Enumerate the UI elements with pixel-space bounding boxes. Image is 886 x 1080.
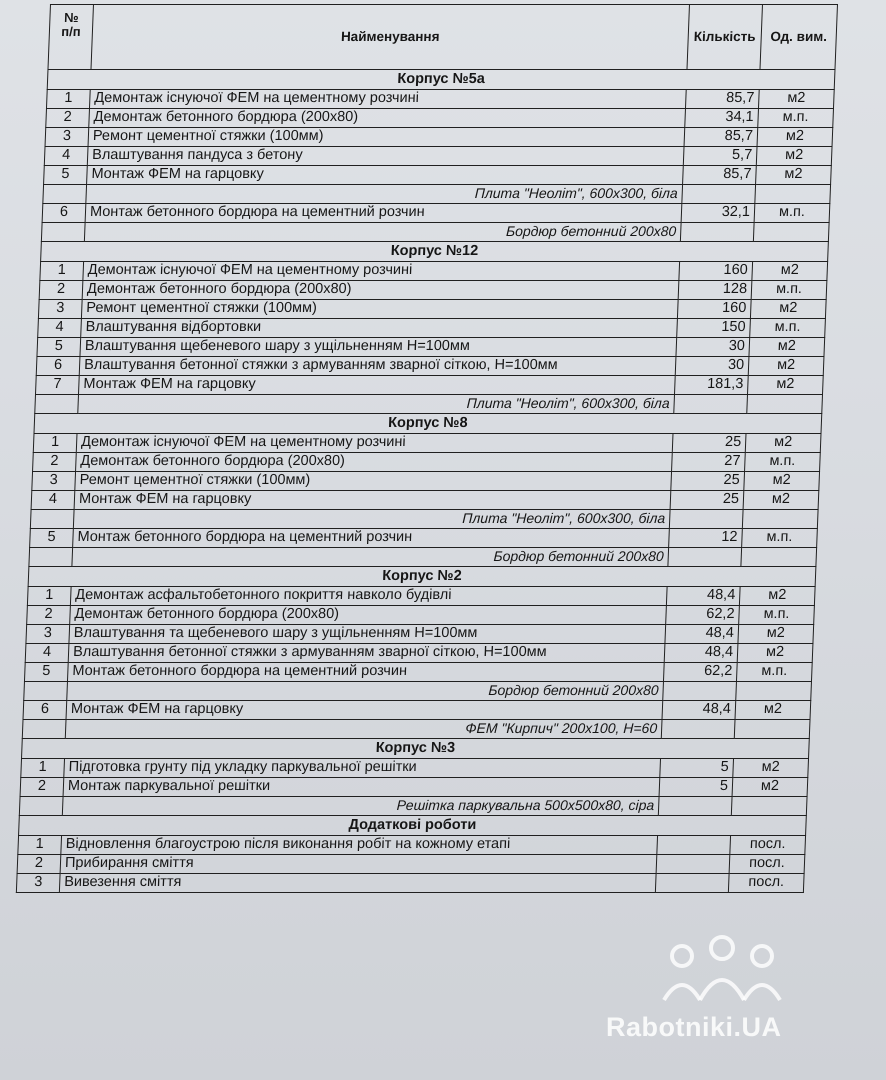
row-quantity (669, 510, 743, 529)
row-name: Бордюр бетонний 200х80 (84, 223, 681, 242)
row-name: Монтаж ФЕМ на гарцовку (66, 701, 663, 720)
section-title: Корпус №3 (22, 739, 810, 759)
row-number: 3 (32, 472, 76, 491)
row-quantity (680, 223, 754, 242)
row-quantity: 34,1 (685, 109, 759, 128)
row-unit: м.п. (751, 281, 827, 300)
table-row (18, 836, 806, 855)
section-header-row (34, 414, 822, 434)
row-number: 2 (27, 606, 71, 625)
row-quantity: 48,4 (665, 625, 739, 644)
row-name: Ремонт цементної стяжки (100мм) (81, 300, 678, 319)
col-header-unit: Од. вим. (760, 5, 837, 70)
row-number: 5 (37, 338, 81, 357)
row-number: 7 (35, 376, 79, 395)
table-row (20, 778, 808, 797)
table-row (40, 262, 828, 281)
table-row (42, 204, 830, 223)
row-unit: м2 (748, 357, 824, 376)
row-number: 1 (33, 434, 77, 453)
row-name: Підготовка грунту під укладку паркувальної решітки (64, 759, 661, 778)
table-row (38, 300, 826, 319)
table-row (17, 855, 805, 874)
row-unit: м2 (739, 587, 815, 606)
row-number: 4 (31, 491, 75, 510)
row-unit: посл. (730, 836, 806, 855)
row-quantity: 5,7 (683, 147, 757, 166)
table-row (24, 663, 812, 682)
row-name: Влаштування відбортовки (81, 319, 678, 338)
row-name: Відновлення благоустрою після виконання робіт на кожному етапі (61, 836, 658, 855)
row-name: Демонтаж бетонного бордюра (200х80) (76, 453, 673, 472)
table-header-row (48, 5, 837, 70)
section-title: Корпус №5а (47, 70, 835, 90)
row-name: Монтаж ФЕМ на гарцовку (74, 491, 671, 510)
row-unit: м2 (756, 147, 832, 166)
row-number: 2 (20, 778, 64, 797)
table-row (30, 529, 818, 548)
row-number: 2 (33, 453, 77, 472)
row-number (41, 223, 85, 242)
row-number (22, 720, 66, 739)
row-unit: м2 (733, 759, 809, 778)
row-quantity (658, 797, 732, 816)
row-name: Плита "Неоліт", 600х300, біла (86, 185, 683, 204)
row-unit: м.п. (745, 453, 821, 472)
row-number (19, 797, 63, 816)
section-title: Додаткові роботи (19, 816, 807, 836)
row-unit: м2 (745, 434, 821, 453)
row-unit: м2 (758, 90, 834, 109)
material-note-row (41, 223, 829, 242)
row-name: Демонтаж асфальтобетонного покриття навколо будівлі (70, 587, 667, 606)
row-name: Вивезення сміття (59, 874, 656, 893)
row-quantity: 85,7 (684, 128, 758, 147)
row-name: Демонтаж існуючої ФЕМ на цементному розчині (83, 262, 680, 281)
row-number: 6 (36, 357, 80, 376)
row-number: 5 (24, 663, 68, 682)
row-unit: м2 (749, 338, 825, 357)
row-name: Демонтаж існуючої ФЕМ на цементному розчині (76, 434, 673, 453)
row-number: 5 (30, 529, 74, 548)
row-name: Монтаж бетонного бордюра на цементний розчин (73, 529, 670, 548)
material-note-row (19, 797, 807, 816)
row-unit: м.п. (736, 663, 812, 682)
row-unit: м.п. (754, 204, 830, 223)
row-quantity (668, 548, 742, 567)
row-name: Решітка паркувальна 500х500х80, сіра (62, 797, 659, 816)
row-unit: м.п. (739, 606, 815, 625)
row-name: Монтаж паркувальної решітки (63, 778, 660, 797)
row-number: 1 (46, 90, 90, 109)
table-row (44, 166, 832, 185)
col-header-number: № п/п (48, 5, 93, 70)
section-header-row (28, 567, 816, 587)
estimate-sheet (9, 4, 850, 1078)
material-note-row (24, 682, 812, 701)
table-row (39, 281, 827, 300)
row-unit: м2 (757, 128, 833, 147)
row-quantity: 48,4 (666, 587, 740, 606)
watermark-text: Rabotniki.UA (606, 1012, 782, 1042)
row-quantity: 25 (672, 434, 746, 453)
row-number (43, 185, 87, 204)
row-number: 1 (18, 836, 62, 855)
row-number (29, 548, 73, 567)
row-unit (731, 797, 807, 816)
row-unit: м2 (752, 262, 828, 281)
row-quantity: 85,7 (683, 166, 757, 185)
row-number: 2 (17, 855, 61, 874)
row-number (30, 510, 74, 529)
row-unit: м2 (744, 472, 820, 491)
table-row (27, 587, 815, 606)
table-row (37, 338, 825, 357)
row-name: ФЕМ "Кирпич" 200х100, Н=60 (65, 720, 662, 739)
row-unit: м2 (750, 300, 826, 319)
row-quantity: 181,3 (674, 376, 748, 395)
row-quantity: 62,2 (663, 663, 737, 682)
table-row (45, 128, 833, 147)
row-name: Демонтаж бетонного бордюра (200х80) (70, 606, 667, 625)
row-number: 3 (38, 300, 82, 319)
row-number: 6 (42, 204, 86, 223)
row-quantity: 5 (660, 759, 734, 778)
row-quantity (661, 720, 735, 739)
row-unit (755, 185, 831, 204)
row-name: Прибирання сміття (60, 855, 657, 874)
row-quantity: 160 (679, 262, 753, 281)
material-note-row (30, 510, 818, 529)
row-number: 5 (44, 166, 88, 185)
row-name: Влаштування бетонної стяжки з армуванням зварної сіткою, Н=100мм (68, 644, 665, 663)
table-body (16, 70, 835, 893)
row-unit: м.п. (742, 529, 818, 548)
row-quantity: 5 (659, 778, 733, 797)
row-unit: м2 (756, 166, 832, 185)
col-header-quantity: Кількість (687, 5, 762, 70)
row-quantity: 25 (670, 491, 744, 510)
row-number: 3 (16, 874, 60, 893)
section-header-row (41, 242, 829, 262)
row-number (24, 682, 68, 701)
table-row (33, 434, 821, 453)
row-unit (734, 720, 810, 739)
row-quantity: 30 (675, 357, 749, 376)
row-unit (742, 510, 818, 529)
row-quantity: 12 (669, 529, 743, 548)
table-row (16, 874, 804, 893)
row-quantity (674, 395, 748, 414)
table-row (21, 759, 809, 778)
material-note-row (35, 395, 823, 414)
row-quantity: 25 (671, 472, 745, 491)
row-name: Ремонт цементної стяжки (100мм) (75, 472, 672, 491)
table-row (46, 90, 834, 109)
row-unit (736, 682, 812, 701)
row-quantity: 85,7 (685, 90, 759, 109)
row-quantity (682, 185, 756, 204)
table-row (46, 109, 834, 128)
row-name: Влаштування щебеневого шару з ущільненням Н=100мм (80, 338, 677, 357)
row-name: Ремонт цементної стяжки (100мм) (88, 128, 685, 147)
row-unit: посл. (728, 874, 804, 893)
table-row (27, 606, 815, 625)
row-quantity (657, 836, 731, 855)
row-name: Монтаж ФЕМ на гарцовку (87, 166, 684, 185)
row-number: 2 (46, 109, 90, 128)
material-note-row (43, 185, 831, 204)
row-number: 1 (21, 759, 65, 778)
table-row (26, 625, 814, 644)
table-row (25, 644, 813, 663)
section-header-row (47, 70, 835, 90)
row-unit (741, 548, 817, 567)
row-number: 4 (25, 644, 69, 663)
works-table (16, 4, 838, 893)
row-name: Влаштування бетонної стяжки з армуванням зварної сіткою, Н=100мм (79, 357, 676, 376)
section-header-row (19, 816, 807, 836)
row-unit (747, 395, 823, 414)
table-row (44, 147, 832, 166)
row-number: 1 (40, 262, 84, 281)
row-quantity (663, 682, 737, 701)
material-note-row (22, 720, 810, 739)
row-name: Бордюр бетонний 200х80 (72, 548, 669, 567)
row-number: 4 (38, 319, 82, 338)
row-name: Влаштування пандуса з бетону (87, 147, 684, 166)
row-name: Демонтаж бетонного бордюра (200х80) (89, 109, 686, 128)
table-row (38, 319, 826, 338)
row-quantity: 62,2 (666, 606, 740, 625)
row-unit: м.п. (750, 319, 826, 338)
row-quantity: 48,4 (662, 701, 736, 720)
table-row (33, 453, 821, 472)
row-name: Плита "Неоліт", 600х300, біла (78, 395, 675, 414)
row-quantity: 27 (672, 453, 746, 472)
watermark-logo (652, 930, 792, 1004)
row-name: Бордюр бетонний 200х80 (67, 682, 664, 701)
row-name: Демонтаж бетонного бордюра (200х80) (82, 281, 679, 300)
material-note-row (29, 548, 817, 567)
section-title: Корпус №12 (41, 242, 829, 262)
row-unit: м2 (738, 625, 814, 644)
row-quantity: 48,4 (664, 644, 738, 663)
table-row (35, 376, 823, 395)
table-row (32, 472, 820, 491)
row-number: 2 (39, 281, 83, 300)
row-unit: м2 (732, 778, 808, 797)
row-number: 1 (27, 587, 71, 606)
row-name: Влаштування та щебеневого шару з ущільненням Н=100мм (69, 625, 666, 644)
table-row (31, 491, 819, 510)
row-quantity: 30 (676, 338, 750, 357)
row-name: Монтаж бетонного бордюра на цементний розчин (85, 204, 682, 223)
row-unit: м2 (737, 644, 813, 663)
row-number: 6 (23, 701, 67, 720)
row-name: Монтаж ФЕМ на гарцовку (78, 376, 675, 395)
row-quantity: 150 (677, 319, 751, 338)
row-unit: м2 (735, 701, 811, 720)
row-name: Плита "Неоліт", 600х300, біла (73, 510, 670, 529)
row-unit: м2 (747, 376, 823, 395)
table-row (23, 701, 811, 720)
row-unit: посл. (729, 855, 805, 874)
row-number: 3 (45, 128, 89, 147)
row-name: Монтаж бетонного бордюра на цементний розчин (67, 663, 664, 682)
col-header-name: Найменування (91, 5, 689, 70)
row-unit: м.п. (758, 109, 834, 128)
row-quantity (656, 855, 730, 874)
row-quantity: 160 (677, 300, 751, 319)
row-number: 4 (44, 147, 88, 166)
row-number: 3 (26, 625, 70, 644)
row-quantity: 32,1 (681, 204, 755, 223)
row-quantity (655, 874, 729, 893)
row-unit: м2 (743, 491, 819, 510)
row-quantity: 128 (678, 281, 752, 300)
row-number (35, 395, 79, 414)
row-name: Демонтаж існуючої ФЕМ на цементному розчині (89, 90, 686, 109)
row-unit (753, 223, 829, 242)
section-header-row (22, 739, 810, 759)
section-title: Корпус №2 (28, 567, 816, 587)
section-title: Корпус №8 (34, 414, 822, 434)
table-row (36, 357, 824, 376)
